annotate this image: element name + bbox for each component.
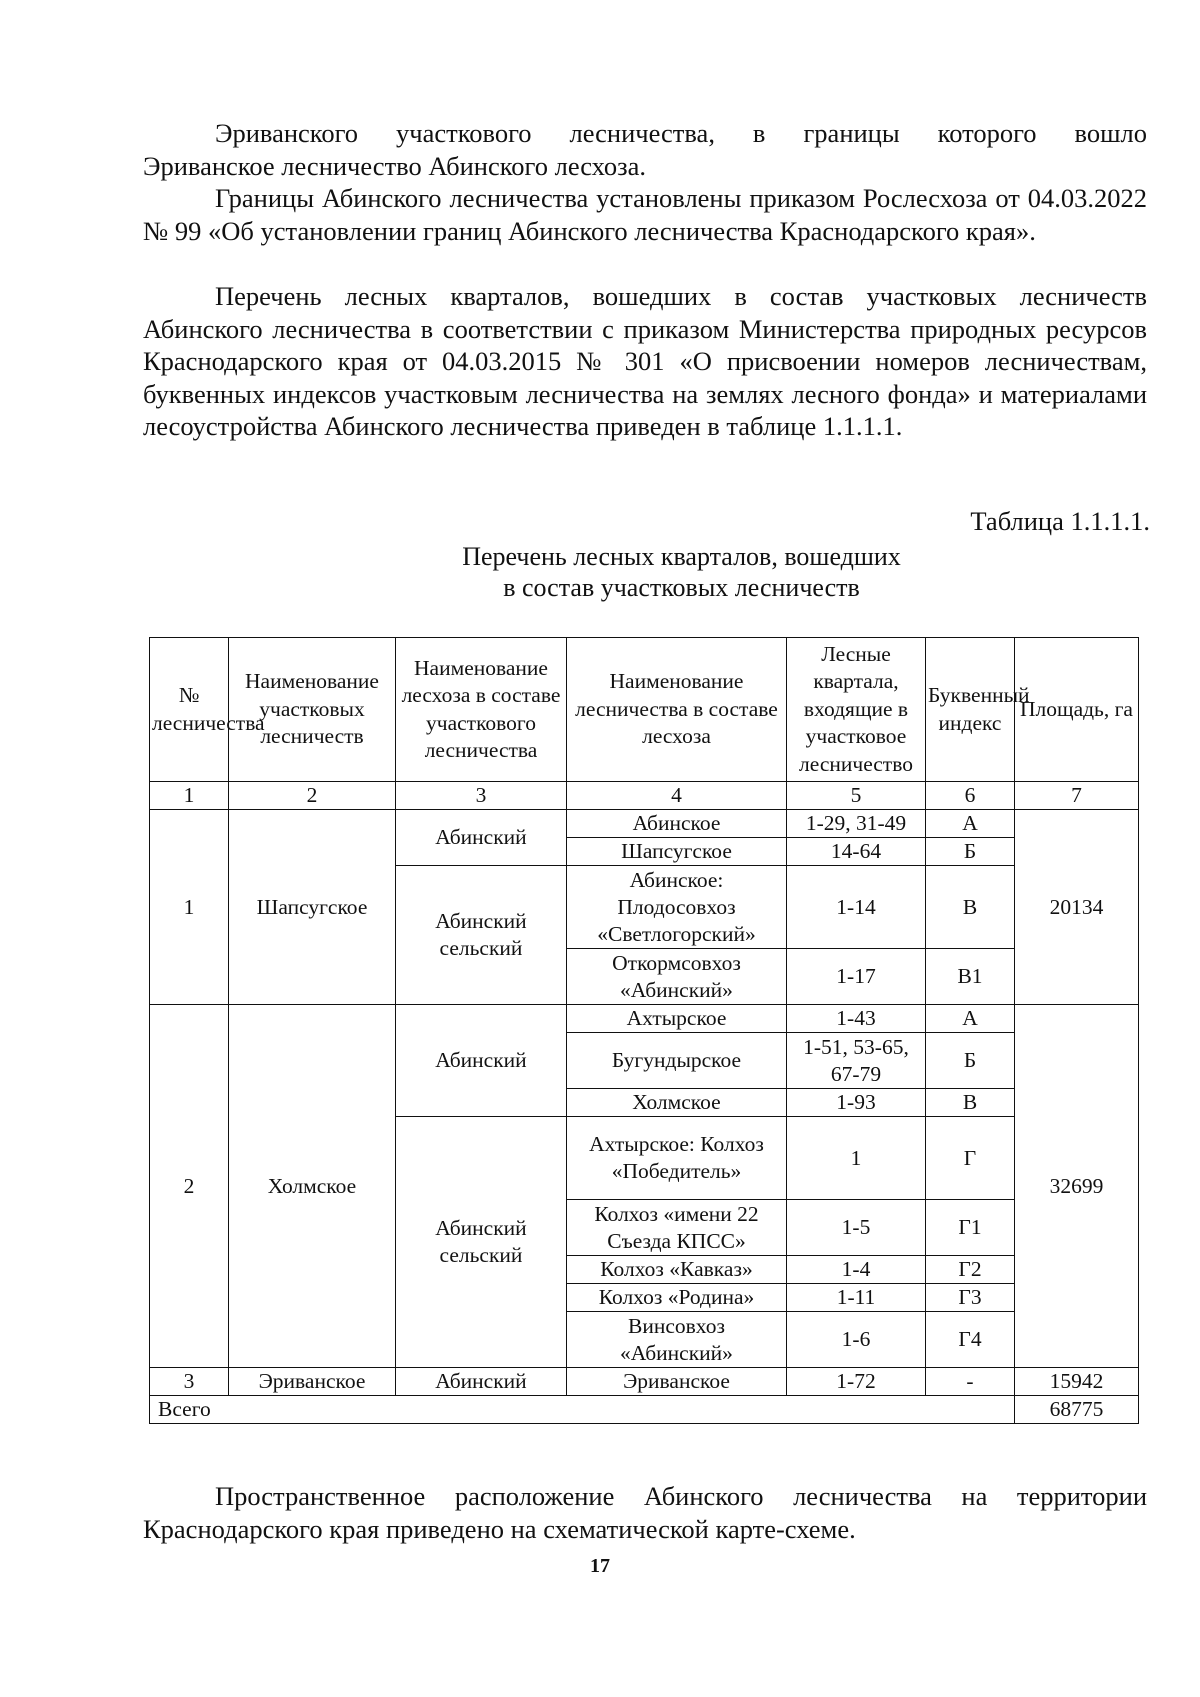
table-row (150, 810, 1139, 838)
forestry-number-cell: 2 (150, 1005, 229, 1368)
quarters-cell: 1 (787, 1117, 926, 1200)
index-cell: Г3 (926, 1284, 1015, 1312)
table-title-line-2: в состав участковых лесничеств (503, 573, 860, 602)
column-number-cell: 7 (1015, 782, 1139, 810)
quarters-cell: 1-5 (787, 1200, 926, 1256)
district-name-cell: Шапсугское (229, 810, 396, 1005)
column-number-cell: 4 (567, 782, 787, 810)
quarters-cell: 1-51, 53-65, 67-79 (787, 1033, 926, 1089)
district-name-cell: Холмское (229, 1005, 396, 1368)
index-cell: В (926, 866, 1015, 949)
forestry-cell: Винсовхоз «Абинский» (567, 1312, 787, 1368)
header-cell: Площадь, га (1015, 638, 1139, 782)
leskhoz-cell: Абинский сельский (396, 866, 567, 1005)
index-cell: Г (926, 1117, 1015, 1200)
forestry-cell: Ахтырское: Колхоз «Победитель» (567, 1117, 787, 1200)
paragraph-1-line-2: Эриванское лесничество Абинского лесхоза. (143, 151, 647, 181)
column-number-cell: 2 (229, 782, 396, 810)
area-cell: 32699 (1015, 1005, 1139, 1368)
column-number-row (150, 782, 1139, 810)
quarters-cell: 1-11 (787, 1284, 926, 1312)
quarters-cell: 1-17 (787, 949, 926, 1005)
header-cell: № лесничества (150, 638, 229, 782)
header-cell: Буквенный индекс (926, 638, 1015, 782)
quarters-cell: 1-6 (787, 1312, 926, 1368)
forestry-cell: Ахтырское (567, 1005, 787, 1033)
quarters-cell: 1-4 (787, 1256, 926, 1284)
forest-quarters-table (149, 637, 1139, 1424)
forestry-cell: Холмское (567, 1089, 787, 1117)
table-row (150, 1368, 1139, 1396)
forestry-number-cell: 1 (150, 810, 229, 1005)
area-cell: 20134 (1015, 810, 1139, 1005)
forestry-cell: Абинское (567, 810, 787, 838)
index-cell: - (926, 1368, 1015, 1396)
quarters-cell: 1-29, 31-49 (787, 810, 926, 838)
column-number-cell: 3 (396, 782, 567, 810)
area-cell: 15942 (1015, 1368, 1139, 1396)
header-cell: Наименование лесничества в составе лесхоза (567, 638, 787, 782)
forestry-cell: Шапсугское (567, 838, 787, 866)
paragraph-1-line-1: Эриванского участкового лесничества, в границы которого вошло (215, 118, 1147, 148)
table-number: Таблица 1.1.1.1. (970, 506, 1150, 536)
leskhoz-cell: Абинский (396, 810, 567, 866)
quarters-cell: 1-93 (787, 1089, 926, 1117)
forestry-cell: Колхоз «Родина» (567, 1284, 787, 1312)
total-label: Всего (150, 1396, 1015, 1424)
table-title (143, 541, 1200, 603)
forestry-cell: Эриванское (567, 1368, 787, 1396)
index-cell: Б (926, 838, 1015, 866)
total-value: 68775 (1015, 1396, 1139, 1424)
forestry-cell: Колхоз «имени 22 Съезда КПСС» (567, 1200, 787, 1256)
index-cell: А (926, 1005, 1015, 1033)
column-number-cell: 1 (150, 782, 229, 810)
column-number-cell: 5 (787, 782, 926, 810)
page-number: 17 (590, 1555, 610, 1577)
index-cell: Г1 (926, 1200, 1015, 1256)
header-cell: Лесные квартала, входящие в участковое лесничество (787, 638, 926, 782)
index-cell: Г4 (926, 1312, 1015, 1368)
forestry-number-cell: 3 (150, 1368, 229, 1396)
quarters-cell: 14-64 (787, 838, 926, 866)
column-number-cell: 6 (926, 782, 1015, 810)
table-row (150, 1005, 1139, 1033)
forestry-cell: Бугундырское (567, 1033, 787, 1089)
index-cell: А (926, 810, 1015, 838)
leskhoz-cell: Абинский (396, 1368, 567, 1396)
quarters-cell: 1-72 (787, 1368, 926, 1396)
forestry-cell: Абинское: Плодосовхоз «Светлогорский» (567, 866, 787, 949)
total-row (150, 1396, 1139, 1424)
header-cell: Наименование лесхоза в составе участкового лесничества (396, 638, 567, 782)
district-name-cell: Эриванское (229, 1368, 396, 1396)
index-cell: В (926, 1089, 1015, 1117)
leskhoz-cell: Абинский сельский (396, 1117, 567, 1368)
leskhoz-cell: Абинский (396, 1005, 567, 1117)
forestry-cell: Колхоз «Кавказ» (567, 1256, 787, 1284)
index-cell: В1 (926, 949, 1015, 1005)
table-title-line-1: Перечень лесных кварталов, вошедших (462, 542, 901, 571)
forestry-cell: Откормсовхоз «Абинский» (567, 949, 787, 1005)
paragraph-2: Границы Абинского лесничества установлены приказом Рослесхоза от 04.03.2022 № 99 «Об установлении границ Абинского лесничества Краснодарского края». (143, 183, 1147, 246)
index-cell: Б (926, 1033, 1015, 1089)
quarters-cell: 1-43 (787, 1005, 926, 1033)
header-cell: Наименование участковых лесничеств (229, 638, 396, 782)
quarters-cell: 1-14 (787, 866, 926, 949)
paragraph-4: Пространственное расположение Абинского лесничества на территории Краснодарского края приведено на схематической карте-схеме. (143, 1481, 1147, 1544)
index-cell: Г2 (926, 1256, 1015, 1284)
header-row (150, 638, 1139, 782)
paragraph-3: Перечень лесных кварталов, вошедших в состав участковых лесничеств Абинского лесничества в соответствии с приказом Министерства природных ресурсов Краснодарского края от 04.03.2015 № 301 «О присвоении номеров лесничествам, буквенных индексов участковым лесничества на землях лесного фонда» и материалами лесоустройства Абинского лесничества приведен в таблице 1.1.1.1. (143, 281, 1147, 441)
